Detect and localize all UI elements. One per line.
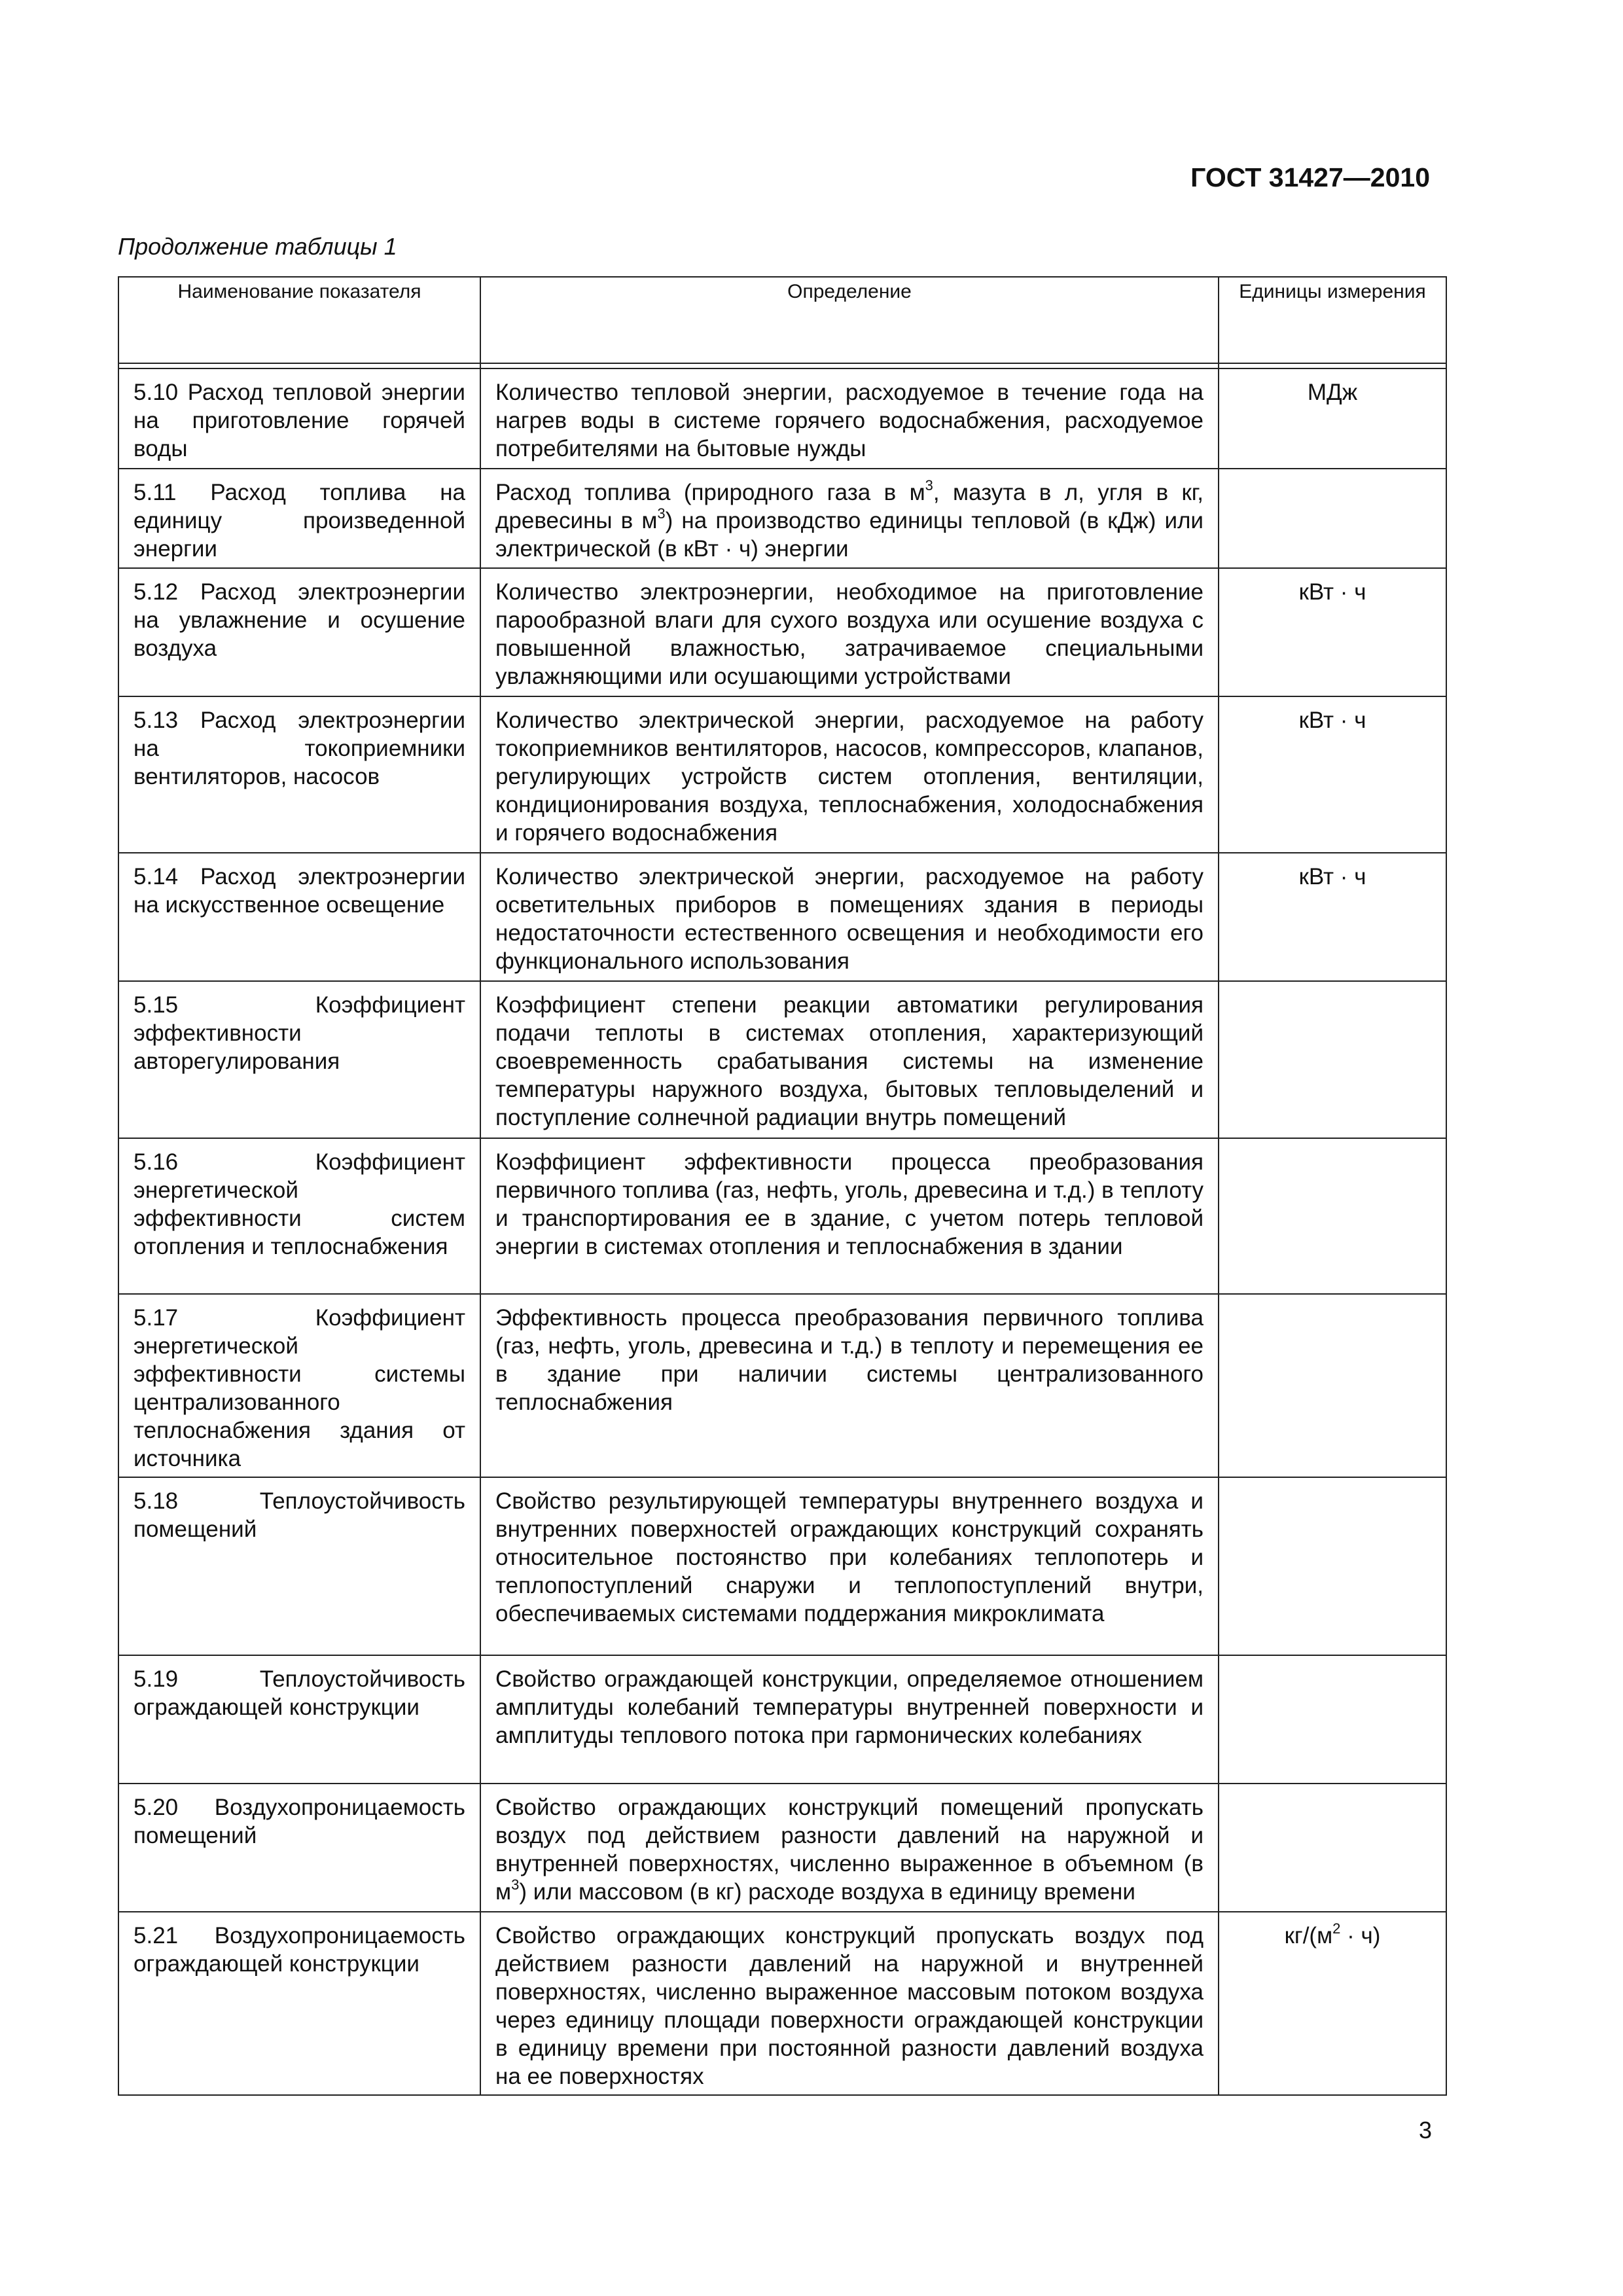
header-separator — [118, 363, 1446, 368]
indicator-unit: МДж — [1219, 368, 1446, 469]
indicator-name: 5.13 Расход электроэнергии на токоприемники вентиляторов, насосов — [118, 696, 480, 853]
table-row — [118, 469, 1446, 568]
indicator-name: 5.20 Воздухопроницаемость помещений — [118, 1784, 480, 1912]
header-units: Единицы измерения — [1219, 277, 1446, 363]
indicator-name: 5.14 Расход электроэнергии на искусственное освещение — [118, 853, 480, 981]
standard-code: ГОСТ 31427—2010 — [1190, 162, 1430, 192]
indicator-name: 5.12 Расход электроэнергии на увлажнение и осушение воздуха — [118, 568, 480, 696]
table-row — [118, 853, 1446, 981]
indicator-definition: Свойство ограждающих конструкций пропускать воздух под действием разности давлений на наружной и внутренней поверхностях, численно выраженное массовым потоком воздуха через единицу площади поверхности ограждающей конструкции в единицу времени при постоянной разности давлений воздуха на ее поверхностях — [480, 1912, 1219, 2095]
header-definition: Определение — [480, 277, 1219, 363]
table-header-row — [118, 277, 1446, 363]
indicator-definition: Свойство результирующей температуры внутреннего воздуха и внутренних поверхностей ограждающих конструкций сохранять относительное постоянство при колебаниях теплопотерь и теплопоступлений снаружи и теплопоступлений внутри, обеспечиваемых системами поддержания микроклимата — [480, 1477, 1219, 1655]
indicator-definition: Эффективность процесса преобразования первичного топлива (газ, нефть, уголь, древесина и т.д.) в теплоту и перемещения ее в здание при наличии системы централизованного теплоснабжения — [480, 1294, 1219, 1477]
indicator-definition: Свойство ограждающих конструкций помещений пропускать воздух под действием разности давлений на наружной и внутренней поверхностях, численно выраженное в объемном (в $м^3$) или массовом (в кг) расходе воздуха в единицу времени — [480, 1784, 1219, 1912]
indicator-definition: Количество электрической энергии, расходуемое на работу токоприемников вентиляторов, насосов, компрессоров, клапанов, регулирующих устройств систем отопления, вентиляции, кондиционирования воздуха, теплоснабжения, холодоснабжения и горячего водоснабжения — [480, 696, 1219, 853]
table-row — [118, 368, 1446, 469]
indicator-name: 5.16 Коэффициент энергетической эффективности систем отопления и теплоснабжения — [118, 1138, 480, 1294]
indicator-name: 5.21 Воздухопроницаемость ограждающей конструкции — [118, 1912, 480, 2095]
table-body — [118, 368, 1446, 2095]
table-row — [118, 981, 1446, 1138]
page-number: 3 — [1418, 2117, 1432, 2144]
indicator-name: 5.17 Коэффициент энергетической эффективности системы централизованного теплоснабжения здания от источника — [118, 1294, 480, 1477]
indicator-name: 5.11 Расход топлива на единицу произведенной энергии — [118, 469, 480, 568]
indicator-unit — [1219, 981, 1446, 1138]
indicator-unit — [1219, 1138, 1446, 1294]
header-name: Наименование показателя — [118, 277, 480, 363]
indicator-definition: Коэффициент степени реакции автоматики регулирования подачи теплоты в системах отопления, характеризующий своевременность срабатывания системы на изменение температуры наружного воздуха, бытовых тепловыделений и поступление солнечной радиации внутрь помещений — [480, 981, 1219, 1138]
indicator-definition: Свойство ограждающей конструкции, определяемое отношением амплитуды колебаний температуры внутренней поверхности и амплитуды теплового потока при гармонических колебаниях — [480, 1655, 1219, 1784]
indicator-unit: кВт · ч — [1219, 696, 1446, 853]
indicator-name: 5.19 Теплоустойчивость ограждающей конструкции — [118, 1655, 480, 1784]
indicator-unit: кВт · ч — [1219, 853, 1446, 981]
indicator-name: 5.15 Коэффициент эффективности авторегулирования — [118, 981, 480, 1138]
indicator-unit — [1219, 1294, 1446, 1477]
definitions-table — [118, 276, 1447, 2096]
indicator-unit — [1219, 1477, 1446, 1655]
indicator-unit — [1219, 469, 1446, 568]
indicator-unit — [1219, 1784, 1446, 1912]
indicator-unit: кВт · ч — [1219, 568, 1446, 696]
table-row — [118, 1912, 1446, 2095]
table-row — [118, 1784, 1446, 1912]
table-row — [118, 696, 1446, 853]
indicator-definition: Коэффициент эффективности процесса преобразования первичного топлива (газ, нефть, уголь, древесина и т.д.) в теплоту и транспортирования ее в здание, с учетом потерь тепловой энергии в системах отопления и теплоснабжения в здании — [480, 1138, 1219, 1294]
indicator-unit: $кг/(м^2 \cdot ч)$ — [1219, 1912, 1446, 2095]
indicator-definition: Расход топлива (природного газа в $м^3$, мазута в л, угля в кг, древесины в $м^3$) на производство единицы тепловой (в кДж) или электрической (в кВт · ч) энергии — [480, 469, 1219, 568]
indicator-definition: Количество электроэнергии, необходимое на приготовление парообразной влаги для сухого воздуха или осушение воздуха с повышенной влажностью, затрачиваемое специальными увлажняющими или осушающими устройствами — [480, 568, 1219, 696]
table-row — [118, 1138, 1446, 1294]
indicator-definition: Количество электрической энергии, расходуемое на работу осветительных приборов в помещениях здания в периоды недостаточности естественного освещения и необходимости его функционального использования — [480, 853, 1219, 981]
table-caption: Продолжение таблицы 1 — [118, 233, 397, 260]
table-row — [118, 568, 1446, 696]
table-row — [118, 1294, 1446, 1477]
indicator-name: 5.10 Расход тепловой энергии на приготовление горячей воды — [118, 368, 480, 469]
indicator-definition: Количество тепловой энергии, расходуемое в течение года на нагрев воды в системе горячего водоснабжения, расходуемое потребителями на бытовые нужды — [480, 368, 1219, 469]
indicator-name: 5.18 Теплоустойчивость помещений — [118, 1477, 480, 1655]
table-row — [118, 1477, 1446, 1655]
indicator-unit — [1219, 1655, 1446, 1784]
table-row — [118, 1655, 1446, 1784]
